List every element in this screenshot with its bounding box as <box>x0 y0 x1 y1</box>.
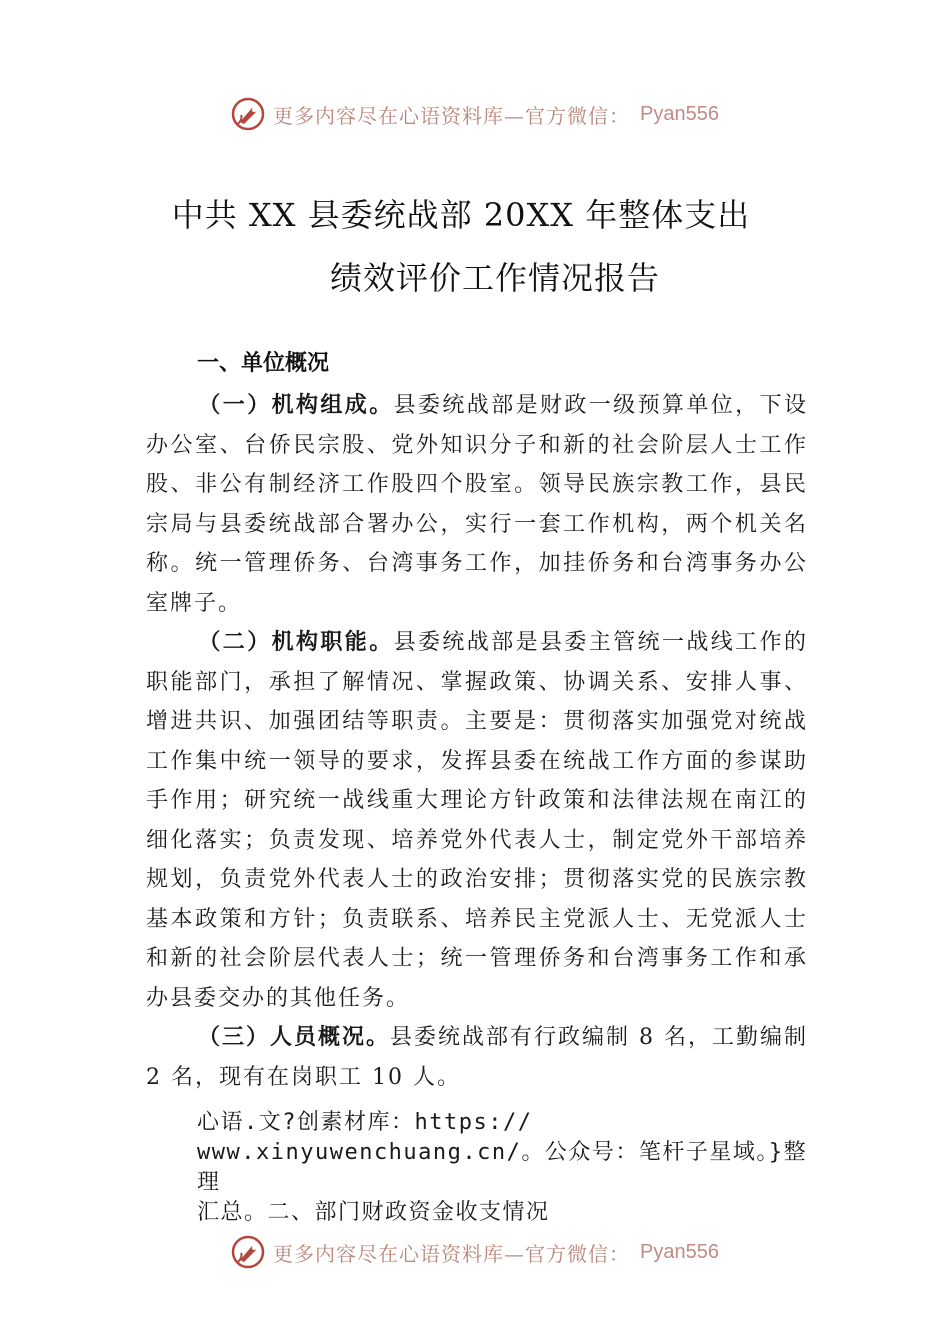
watermark-text: 更多内容尽在心语资料库—官方微信： <box>273 1241 631 1266</box>
document-title-line2: 绩效评价工作情况报告 <box>329 259 660 297</box>
document-title-line1: 中共 XX 县委统战部 20XX 年整体支出 <box>171 196 751 234</box>
paragraph-functions <box>146 623 808 1018</box>
watermark-banner-bottom <box>0 1232 950 1272</box>
watermark-text: 更多内容尽在心语资料库—官方微信： <box>273 103 631 128</box>
pen-nib-seal-icon <box>231 1235 265 1269</box>
paragraph-body: 县委统战部是县委主管统一战线工作的职能部门，承担了解情况、掌握政策、协调关系、安排人事、增进共识、加强团结等职责。主要是：贯彻落实加强党对统战工作集中统一领导的要求，发挥县委在统战工作方面的参谋助手作用；研究统一战线重大理论方针政策和法律法规在南江的细化落实；负责发现、培养党外代表人士，制定党外干部培养规划，负责党外代表人士的政治安排；贯彻落实党的民族宗教基本政策和方针；负责联系、培养民主党派人士、无党派人士和新的社会阶层代表人士；统一管理侨务和台湾事务工作和承办县委交办的其他任务。 <box>146 630 808 1011</box>
watermark-banner-top <box>0 94 950 134</box>
section-heading: 一、单位概况 <box>197 351 330 376</box>
paragraph-body: 县委统战部有行政编制 8 名，工勤编制 2 名，现有在岗职工 10 人。 <box>146 1025 809 1090</box>
paragraph-staff <box>146 1018 808 1097</box>
watermark-handle: Pyan556 <box>640 1240 719 1263</box>
note-line: 心语.文?创素材库：https:// <box>197 1110 533 1135</box>
pen-nib-seal-icon <box>231 97 265 131</box>
paragraph-organization <box>146 386 808 623</box>
paragraph-lead: （二）机构职能。 <box>198 629 394 655</box>
watermark-handle: Pyan556 <box>640 102 719 125</box>
paragraph-lead: （一）机构组成。 <box>198 392 394 418</box>
paragraph-body: 县委统战部是财政一级预算单位，下设办公室、台侨民宗股、党外知识分子和新的社会阶层人士工作股、非公有制经济工作股四个股室。领导民族宗教工作，县民宗局与县委统战部合署办公，实行一套工作机构，两个机关名称。统一管理侨务、台湾事务工作，加挂侨务和台湾事务办公室牌子。 <box>146 393 808 616</box>
note-line: www.xinyuwenchuang.cn/。公众号：笔杆子星域。}整理 <box>197 1140 808 1195</box>
paragraph-lead: （三）人员概况。 <box>198 1024 391 1050</box>
note-line: 汇总。二、部门财政资金收支情况 <box>197 1200 550 1225</box>
source-note <box>197 1108 827 1228</box>
